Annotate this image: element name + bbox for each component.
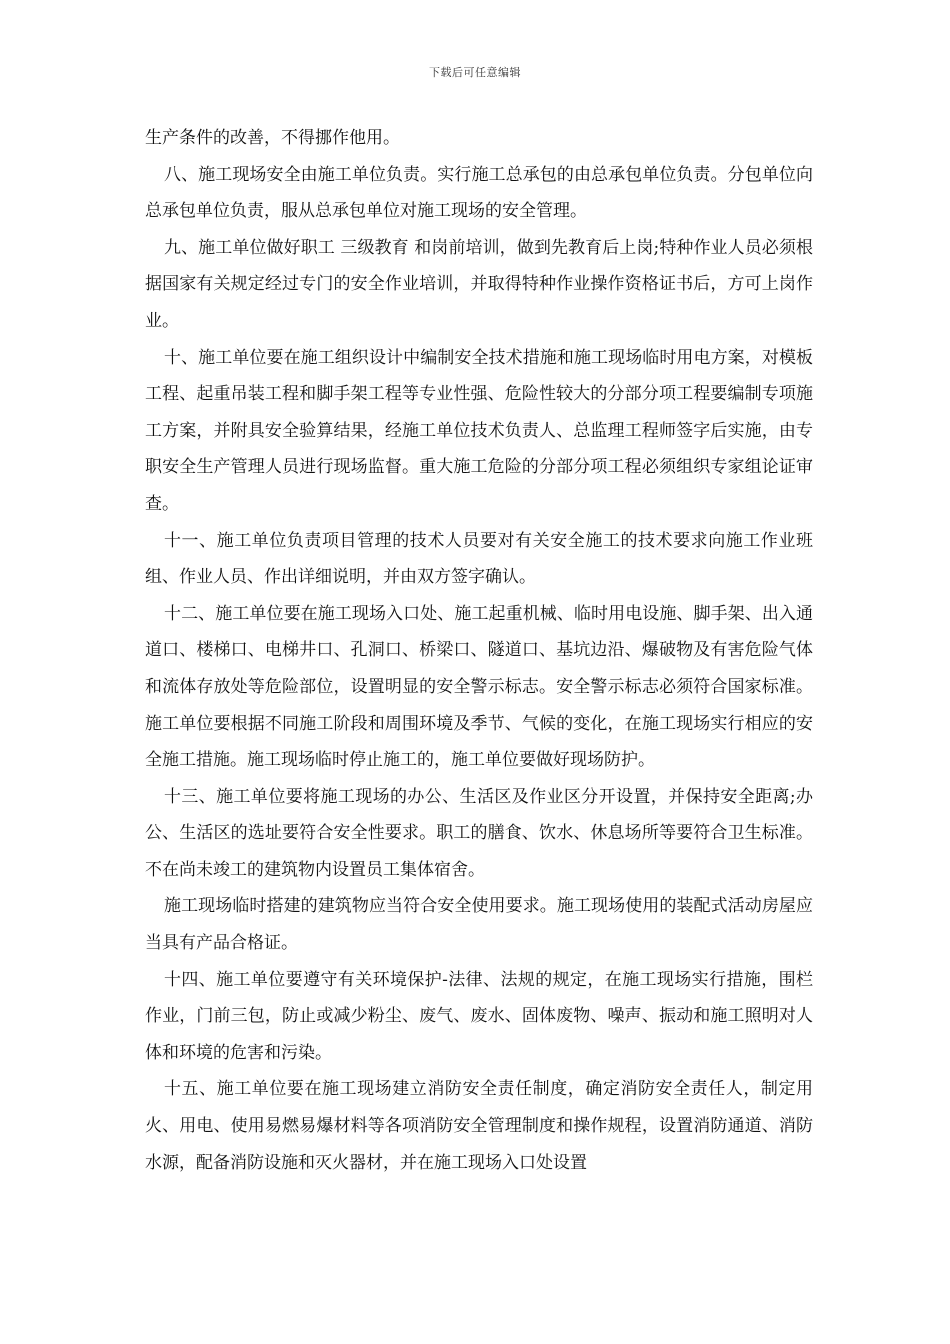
page-header: 下载后可任意编辑	[429, 66, 521, 79]
paragraph-article-11: 十一、施工单位负责项目管理的技术人员要对有关安全施工的技术要求向施工作业班组、作业人员、作出详细说明，并由双方签字确认。	[145, 530, 813, 588]
paragraph-temporary-buildings: 施工现场临时搭建的建筑物应当符合安全使用要求。施工现场使用的装配式活动房屋应当具有产品合格证。	[145, 896, 813, 954]
document-body	[145, 120, 813, 1181]
paragraph-article-9: 九、施工单位做好职工 三级教育 和岗前培训，做到先教育后上岗;特种作业人员必须根据国家有关规定经过专门的安全作业培训，并取得特种作业操作资格证书后，方可上岗作业。	[145, 237, 813, 331]
paragraph-article-14: 十四、施工单位要遵守有关环境保护-法律、法规的规定，在施工现场实行措施，围栏作业，门前三包，防止或减少粉尘、废气、废水、固体废物、噪声、振动和施工照明对人体和环境的危害和污染。	[145, 969, 813, 1063]
paragraph-article-13: 十三、施工单位要将施工现场的办公、生活区及作业区分开设置，并保持安全距离;办公、生活区的选址要符合安全性要求。职工的膳食、饮水、休息场所等要符合卫生标准。不在尚未竣工的建筑物内设置员工集体宿舍。	[145, 786, 813, 880]
paragraph-article-8: 八、施工现场安全由施工单位负责。实行施工总承包的由总承包单位负责。分包单位向总承包单位负责，服从总承包单位对施工现场的安全管理。	[145, 164, 813, 222]
paragraph-article-12: 十二、施工单位要在施工现场入口处、施工起重机械、临时用电设施、脚手架、出入通道口、楼梯口、电梯井口、孔洞口、桥梁口、隧道口、基坑边沿、爆破物及有害危险气体和流体存放处等危险部位，设置明显的安全警示标志。安全警示标志必须符合国家标准。施工单位要根据不同施工阶段和周围环境及季节、气候的变化，在施工现场实行相应的安全施工措施。施工现场临时停止施工的，施工单位要做好现场防护。	[145, 603, 813, 771]
paragraph-article-10: 十、施工单位要在施工组织设计中编制安全技术措施和施工现场临时用电方案，对模板工程、起重吊装工程和脚手架工程等专业性强、危险性较大的分部分项工程要编制专项施工方案，并附具安全验算结果，经施工单位技术负责人、总监理工程师签字后实施，由专职安全生产管理人员进行现场监督。重大施工危险的分部分项工程必须组织专家组论证审查。	[145, 347, 813, 514]
paragraph-article-15: 十五、施工单位要在施工现场建立消防安全责任制度，确定消防安全责任人，制定用火、用电、使用易燃易爆材料等各项消防安全管理制度和操作规程，设置消防通道、消防水源，配备消防设施和灭火器材，并在施工现场入口处设置	[145, 1079, 813, 1173]
paragraph-continuation: 生产条件的改善，不得挪作他用。	[145, 128, 400, 148]
